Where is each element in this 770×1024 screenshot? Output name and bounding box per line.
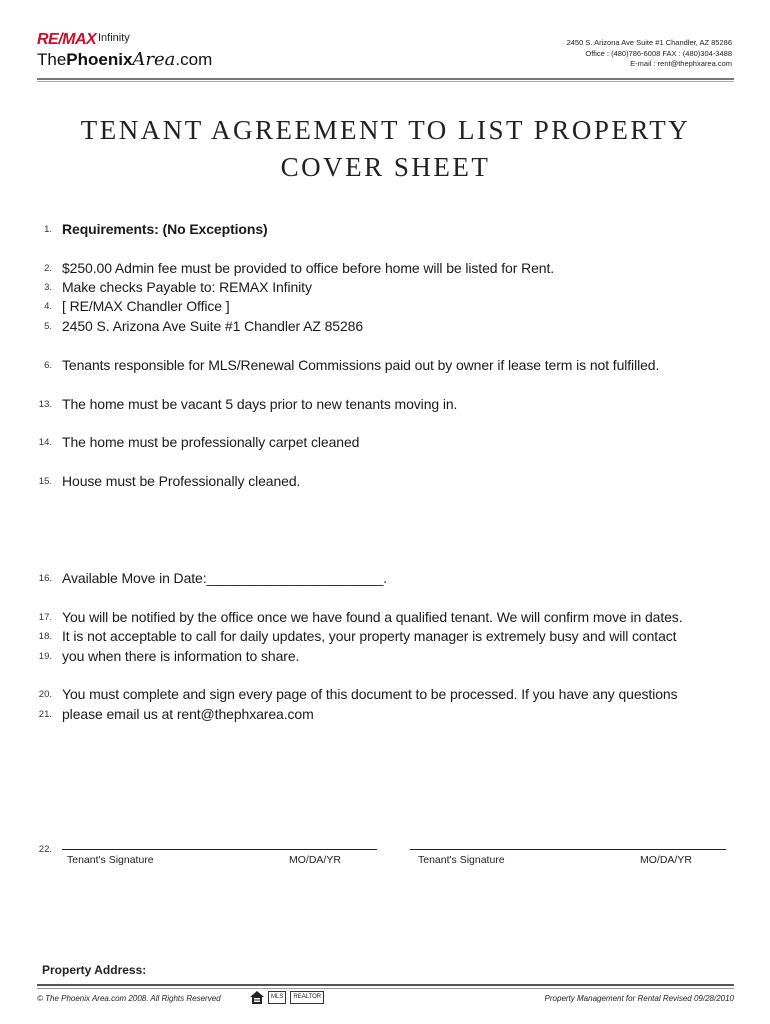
logo-com: .com [175,50,213,69]
date-label-2: MO/DA/YR [640,854,692,866]
line-number: 1. [44,224,52,235]
mls-badge: MLS [268,991,286,1004]
title-line-1: TENANT AGREEMENT TO LIST PROPERTY [80,115,691,145]
line-number: 5. [44,321,52,332]
list-item: You will be notified by the office once we have found a qualified tenant. We will confirm move in dates. [62,609,683,625]
list-item: $250.00 Admin fee must be provided to office before home will be listed for Rent. [62,260,555,276]
line-number: 22. [38,844,52,855]
list-item: The home must be professionally carpet cleaned [62,434,360,450]
footer-badges [250,991,324,1004]
list-item: You must complete and sign every page of this document to be processed. If you have any questions [62,686,678,702]
phoenix-area-logo [37,49,212,70]
realtor-badge: REALTOR [290,991,324,1004]
revision-text: Property Management for Rental Revised 09/28/2010 [544,994,734,1003]
line-number: 21. [38,709,52,720]
requirements-heading: Requirements: (No Exceptions) [62,221,268,237]
line-number: 13. [38,399,52,410]
list-item: you when there is information to share. [62,648,300,664]
list-item: The home must be vacant 5 days prior to new tenants moving in. [62,396,458,412]
tenant-signature-label-1: Tenant's Signature [67,854,154,866]
list-item: It is not acceptable to call for daily updates, your property manager is extremely busy and will contact [62,628,677,644]
equal-housing-icon [250,991,264,1004]
title-line-2: COVER SHEET [280,152,491,182]
header-rule [37,78,734,80]
tenant-signature-line-2[interactable] [410,849,726,850]
footer-rule [37,984,734,986]
line-number: 6. [44,360,52,371]
line-number: 20. [38,689,52,700]
list-item: please email us at rent@thephxarea.com [62,706,314,722]
tenant-signature-label-2: Tenant's Signature [418,854,505,866]
logo-infinity-text: Infinity [98,32,130,44]
line-number: 15. [38,476,52,487]
move-in-date-field[interactable]: Available Move in Date:_______________________. [62,570,388,586]
list-item: Tenants responsible for MLS/Renewal Commissions paid out by owner if lease term is not fulfilled. [62,357,660,373]
date-label-1: MO/DA/YR [289,854,341,866]
footer-rule-thin [37,988,734,989]
logo-area: Area [132,49,176,70]
office-phones: Office : (480)786-6008 FAX : (480)304-3488 [585,48,732,58]
line-number: 16. [38,573,52,584]
contact-block [432,38,732,70]
line-number: 18. [38,631,52,642]
office-email: E-mail : rent@thephxarea.com [630,59,732,68]
list-item: Make checks Payable to: REMAX Infinity [62,279,312,295]
logo-the: The [37,50,67,69]
document-title [37,112,734,186]
line-number: 14. [38,437,52,448]
list-item: House must be Professionally cleaned. [62,473,301,489]
header-rule-thin [37,81,734,82]
list-item: [ RE/MAX Chandler Office ] [62,298,230,314]
tenant-signature-line-1[interactable] [62,849,377,850]
line-number: 3. [44,282,52,293]
line-number: 4. [44,301,52,312]
line-number: 2. [44,263,52,274]
logo-phoenix: Phoenix [66,50,133,69]
line-number: 19. [38,651,52,662]
property-address-label: Property Address: [42,963,147,977]
line-number: 17. [38,612,52,623]
list-item: 2450 S. Arizona Ave Suite #1 Chandler AZ 85286 [62,318,364,334]
office-address: 2450 S. Arizona Ave Suite #1 Chandler, AZ 85286 [566,38,732,47]
remax-logo: RE/MAX [37,31,97,48]
copyright-text: © The Phoenix Area.com 2008. All Rights Reserved [37,994,221,1003]
